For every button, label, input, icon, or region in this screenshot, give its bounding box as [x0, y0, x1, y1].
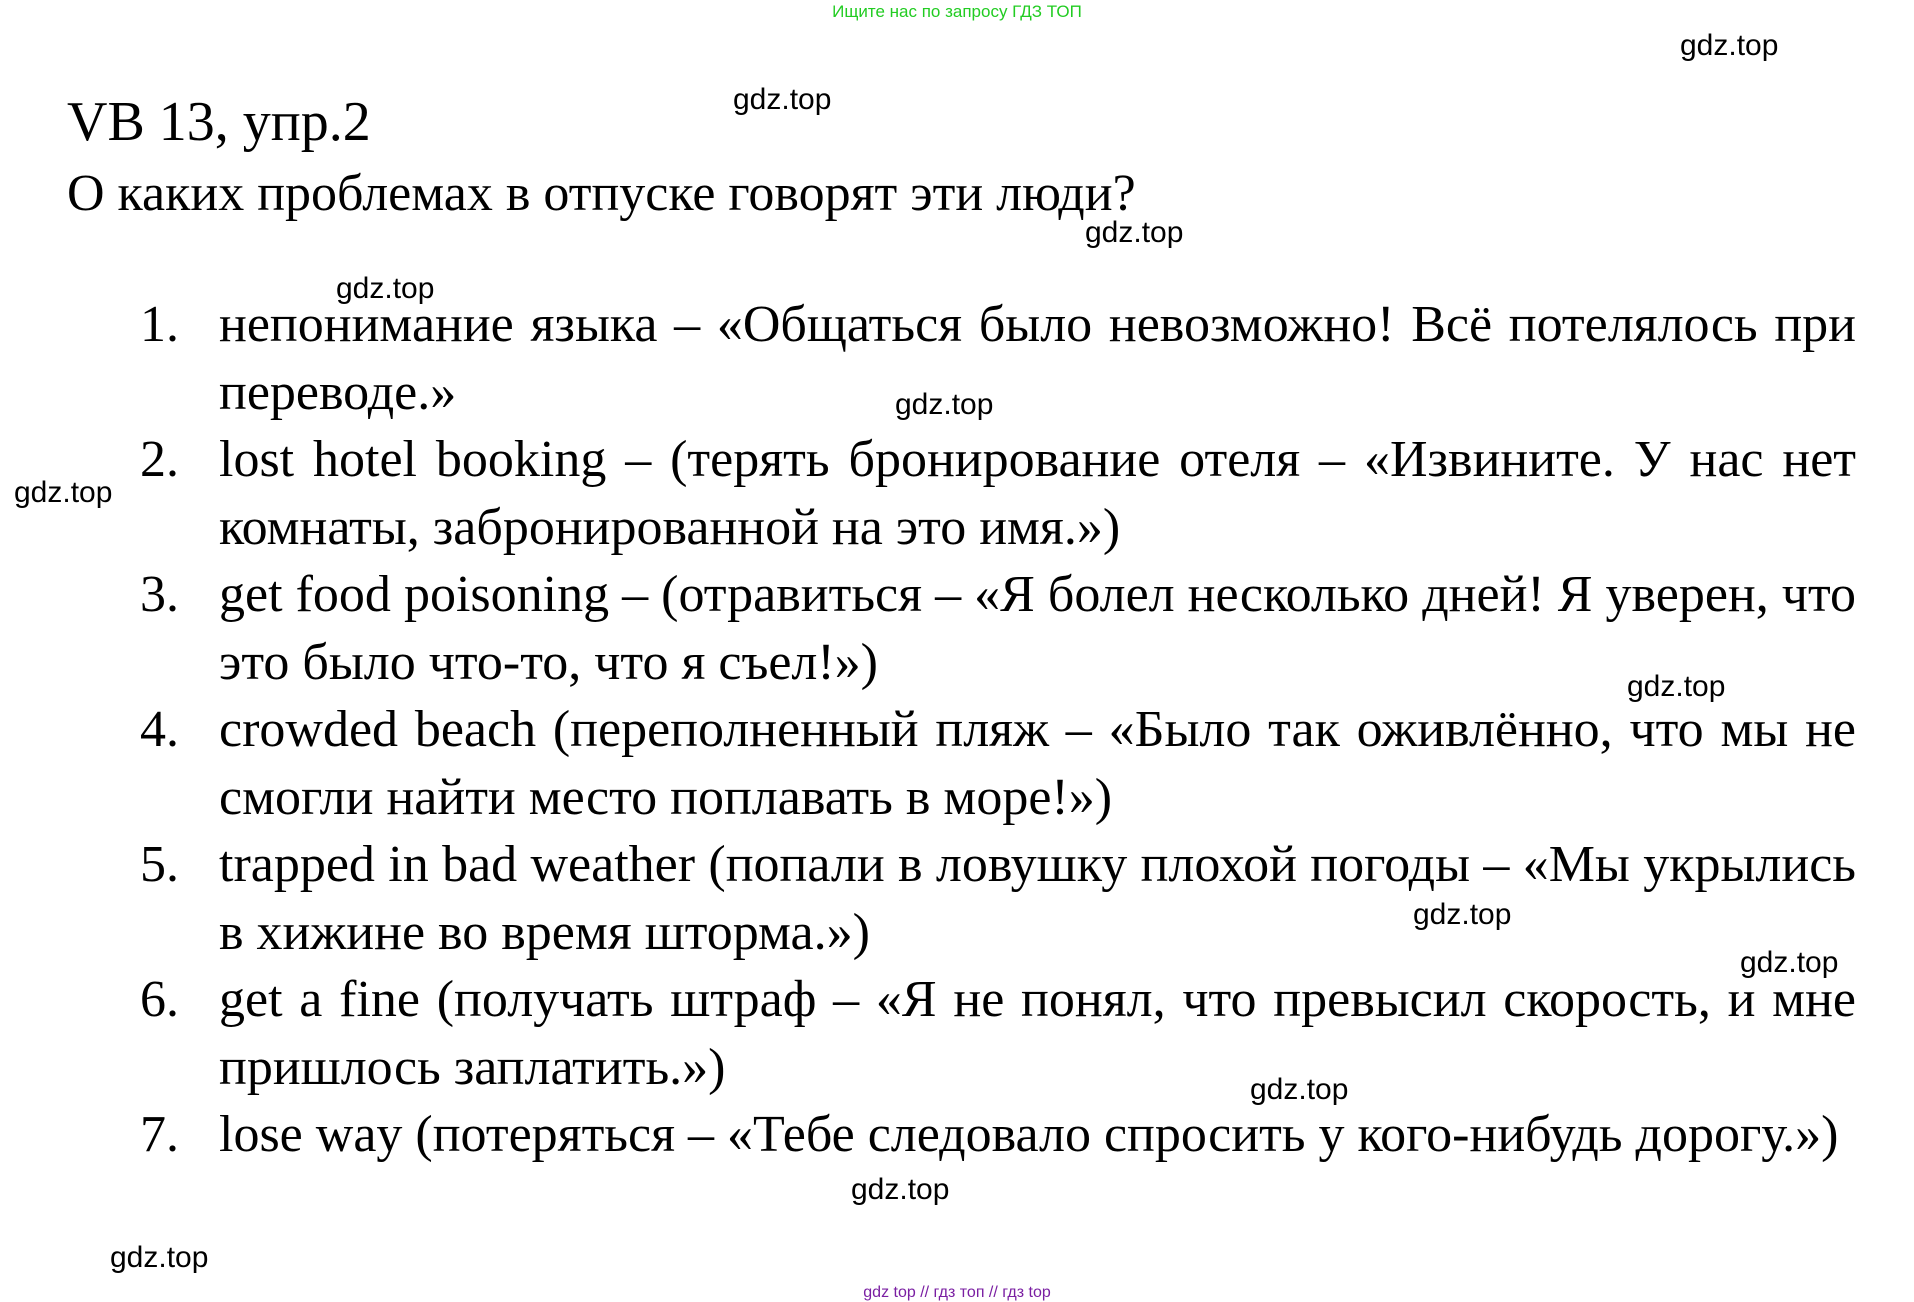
item-number: 3.	[140, 566, 179, 623]
item-number: 5.	[140, 836, 179, 893]
watermark: gdz.top	[1085, 216, 1184, 249]
top-banner-link[interactable]: Ищите нас по запросу ГДЗ ТОП	[832, 2, 1082, 21]
item-number: 1.	[140, 296, 179, 353]
item-number: 4.	[140, 701, 179, 758]
list-item	[140, 561, 1856, 696]
watermark: gdz.top	[1627, 670, 1726, 703]
item-number: 7.	[140, 1106, 179, 1163]
watermark: gdz.top	[1680, 29, 1779, 62]
list-item	[140, 426, 1856, 561]
item-number: 6.	[140, 971, 179, 1028]
item-number: 2.	[140, 431, 179, 488]
item-text: crowded beach (переполненный пляж – «Было так оживлённо, что мы не смогли найти место поплавать в море!»)	[219, 701, 1856, 826]
item-text: get a fine (получать штраф – «Я не понял, что превысил скорость, и мне пришлось заплатить.»)	[219, 971, 1856, 1096]
list-item	[140, 1101, 1856, 1169]
list-item	[140, 966, 1856, 1101]
watermark: gdz.top	[14, 476, 113, 509]
item-text: get food poisoning – (отравиться – «Я болел несколько дней! Я уверен, что это было что-то, что я съел!»)	[219, 566, 1856, 691]
watermark: gdz.top	[1413, 898, 1512, 931]
watermark: gdz.top	[110, 1241, 209, 1274]
exercise-heading: VB 13, упр.2	[67, 91, 371, 153]
list-item	[140, 291, 1856, 426]
list-item	[140, 831, 1856, 966]
item-text: trapped in bad weather (попали в ловушку плохой погоды – «Мы укрылись в хижине во время шторма.»)	[219, 836, 1856, 961]
item-text: lose way (потеряться – «Тебе следовало спросить у кого-нибудь дорогу.»)	[219, 1106, 1839, 1163]
watermark: gdz.top	[1740, 946, 1839, 979]
item-text: lost hotel booking – (терять бронирование отеля – «Извините. У нас нет комнаты, забронированной на это имя.»)	[219, 431, 1856, 556]
exercise-question: О каких проблемах в отпуске говорят эти люди?	[67, 165, 1136, 222]
bottom-banner-link[interactable]: gdz top // гдз топ // гдз top	[863, 1284, 1051, 1301]
watermark: gdz.top	[336, 272, 435, 305]
watermark: gdz.top	[1250, 1073, 1349, 1106]
answer-list	[140, 291, 1856, 1169]
list-item	[140, 696, 1856, 831]
watermark: gdz.top	[733, 83, 832, 116]
watermark: gdz.top	[851, 1173, 950, 1206]
watermark: gdz.top	[895, 388, 994, 421]
item-text: непонимание языка – «Общаться было невозможно! Всё потелялось при переводе.»	[219, 296, 1856, 421]
